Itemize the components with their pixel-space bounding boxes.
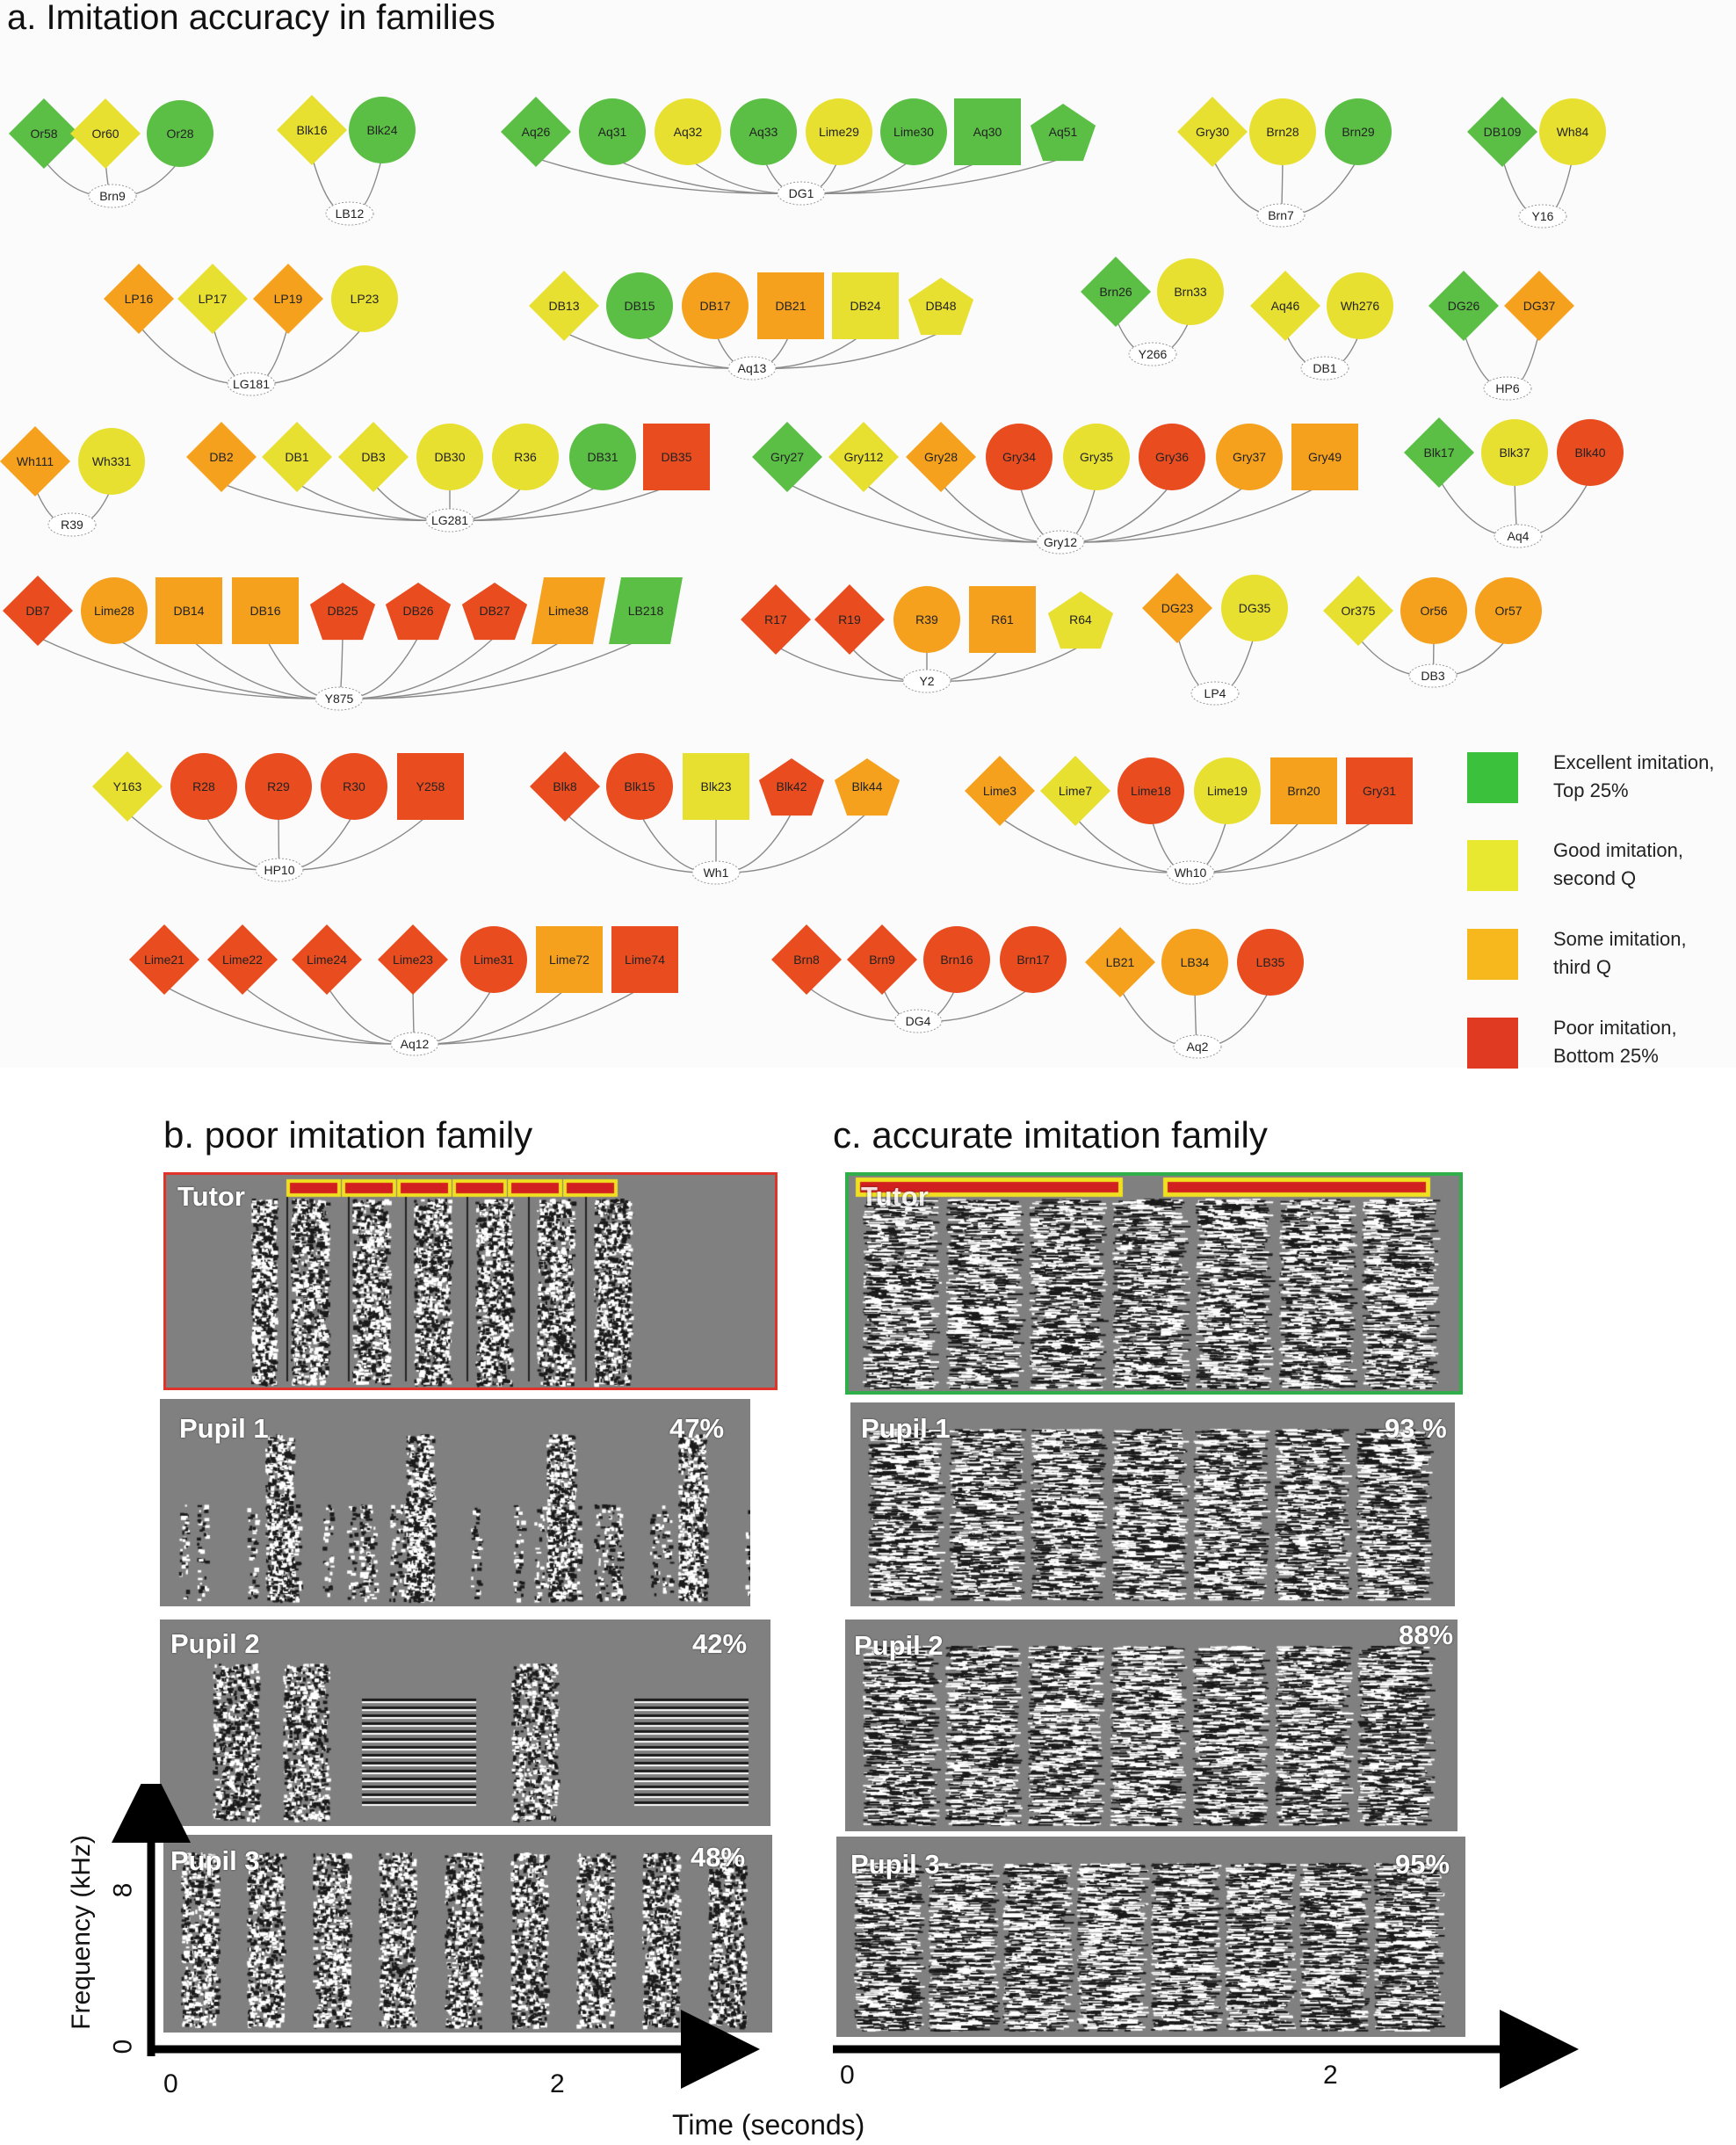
- tutor-label: LB12: [335, 207, 365, 221]
- family-db1: [1250, 271, 1393, 380]
- pupil-label: Aq33: [749, 125, 778, 139]
- pupil-label: Brn33: [1174, 285, 1207, 299]
- pupil-label: Gry30: [1195, 125, 1230, 139]
- pupil-label: Blk17: [1423, 446, 1455, 460]
- spectrogram-label: Pupil 3: [850, 1849, 940, 1880]
- tutor-label: LG181: [232, 377, 271, 391]
- family-lg281: [186, 422, 710, 532]
- pupil-label: Blk42: [776, 779, 807, 794]
- family-aq12: [129, 924, 678, 1055]
- legend-line2: Top 25%: [1553, 779, 1629, 801]
- family-gry12: [752, 422, 1358, 554]
- pupil-label: Blk44: [851, 779, 883, 794]
- legend-line2: Bottom 25%: [1553, 1045, 1659, 1067]
- tutor-label: DB3: [1421, 669, 1445, 683]
- legend-swatch-poor: [1467, 1018, 1518, 1069]
- tutor-label: DB1: [1313, 361, 1337, 375]
- pupil-label: Aq30: [973, 125, 1002, 139]
- tutor-border-b: [163, 1172, 778, 1390]
- edge-blk44: [716, 813, 867, 873]
- family-network: [0, 0, 1736, 1068]
- pupil-label: DB7: [25, 604, 50, 618]
- tutor-label: Aq4: [1507, 529, 1530, 543]
- tutor-label: Y16: [1531, 209, 1554, 223]
- pupil-label: Lime72: [549, 953, 590, 967]
- pupil-label: Or57: [1494, 604, 1523, 618]
- y-axis-label: Frequency (kHz): [67, 1835, 96, 2030]
- pupil-label: Aq26: [521, 125, 551, 139]
- family-y2: [741, 584, 1113, 692]
- pupil-label: Y258: [416, 779, 445, 794]
- family-wh1: [530, 751, 900, 884]
- pupil-label: DB1: [285, 450, 309, 464]
- family-y16: [1467, 97, 1606, 228]
- legend-line1: Poor imitation,: [1553, 1017, 1677, 1039]
- tutor-label: Brn7: [1268, 208, 1294, 222]
- family-dg4: [771, 924, 1067, 1033]
- pupil-label: DB2: [209, 450, 234, 464]
- pupil-label: Gry36: [1154, 450, 1190, 464]
- pupil-label: LP23: [350, 292, 380, 306]
- pupil-label: Lime29: [819, 125, 859, 139]
- pupil-label: Gry112: [843, 450, 884, 464]
- family-brn7: [1177, 97, 1392, 227]
- pupil-label: Wh276: [1340, 299, 1380, 313]
- pupil-label: Blk24: [366, 123, 398, 137]
- pupil-label: DB31: [587, 450, 618, 464]
- pupil-label: Brn28: [1266, 125, 1299, 139]
- legend-line1: Excellent imitation,: [1553, 751, 1715, 773]
- panel-a-title: a. Imitation accuracy in families: [7, 0, 495, 37]
- edge-gry37: [1060, 483, 1249, 542]
- edge-gry112: [864, 483, 1060, 542]
- pupil-label: Gry35: [1079, 450, 1114, 464]
- pupil-label: DG23: [1161, 601, 1194, 615]
- pupil-label: Gry28: [923, 450, 958, 464]
- pupil-label: DB27: [479, 604, 510, 618]
- family-aq2: [1085, 927, 1304, 1058]
- edge-lb218: [339, 637, 646, 699]
- pupil-label: Brn29: [1342, 125, 1375, 139]
- pupil-label: Aq31: [597, 125, 627, 139]
- pupil-label: Lime28: [94, 604, 134, 618]
- pupil-label: LB35: [1255, 955, 1285, 969]
- edge-db14: [189, 637, 339, 699]
- pupil-label: R36: [514, 450, 537, 464]
- pupil-label: DB35: [661, 450, 692, 464]
- family-brn9: [9, 98, 213, 207]
- pupil-label: DB25: [327, 604, 358, 618]
- family-dg1: [501, 97, 1096, 205]
- pupil-label: DB15: [624, 299, 655, 313]
- spectrogram-label: Pupil 1: [861, 1413, 951, 1444]
- pupil-label: DG26: [1447, 299, 1480, 313]
- pupil-label: Brn17: [1016, 953, 1050, 967]
- pupil-label: R30: [343, 779, 365, 794]
- edge-gry36: [1060, 483, 1172, 542]
- pupil-label: R28: [192, 779, 215, 794]
- pupil-label: Blk23: [700, 779, 732, 794]
- tutor-label: Aq12: [400, 1037, 430, 1051]
- tutor-label: Y875: [324, 692, 354, 706]
- legend-swatch-excellent: [1467, 752, 1518, 803]
- y-tick-0: 0: [108, 2039, 138, 2054]
- pupil-label: Y163: [112, 779, 142, 794]
- pupil-label: Or60: [91, 127, 119, 141]
- edge-lime22: [242, 986, 415, 1044]
- panel-b-title: b. poor imitation family: [163, 1114, 533, 1156]
- spectrogram-label: Pupil 2: [170, 1628, 260, 1659]
- pupil-label: Gry49: [1307, 450, 1342, 464]
- pupil-label: Blk37: [1499, 446, 1530, 460]
- spectrogram-b-tutor: [163, 1172, 778, 1390]
- legend-line1: Some imitation,: [1553, 928, 1687, 950]
- legend-line1: Good imitation,: [1553, 839, 1683, 861]
- pupil-label: DB30: [434, 450, 466, 464]
- pupil-label: Aq32: [673, 125, 703, 139]
- family-r39: [0, 426, 145, 536]
- family-wh10: [965, 756, 1413, 884]
- pupil-label: Gry27: [770, 450, 805, 464]
- pupil-label: Gry37: [1232, 450, 1267, 464]
- similarity-percent: 93 %: [1385, 1413, 1447, 1444]
- family-y266: [1081, 257, 1224, 366]
- pupil-label: Blk16: [296, 123, 328, 137]
- pupil-label: Lime18: [1131, 784, 1171, 798]
- pupil-label: DB26: [402, 604, 434, 618]
- pupil-label: Or56: [1420, 604, 1448, 618]
- pupil-label: Wh84: [1556, 125, 1589, 139]
- spectrogram-label: Pupil 3: [170, 1845, 260, 1876]
- spectrogram-label: Tutor: [861, 1181, 929, 1212]
- similarity-percent: 88%: [1399, 1620, 1454, 1650]
- x-tick-b-2: 2: [550, 2069, 565, 2098]
- pupil-label: Gry31: [1362, 784, 1397, 798]
- tutor-label: Aq2: [1186, 1040, 1209, 1054]
- family-lg181: [104, 264, 398, 395]
- pupil-label: DB3: [361, 450, 386, 464]
- similarity-percent: 95%: [1395, 1849, 1450, 1880]
- pupil-label: Aq46: [1270, 299, 1300, 313]
- pupil-label: LP17: [198, 292, 228, 306]
- x-tick-c-2: 2: [1323, 2061, 1338, 2090]
- pupil-label: Lime24: [307, 953, 347, 967]
- legend-swatch-good: [1467, 840, 1518, 891]
- y-tick-8: 8: [108, 1882, 138, 1898]
- pupil-label: Lime7: [1058, 784, 1093, 798]
- tutor-label: Brn9: [99, 189, 126, 203]
- pupil-label: DB109: [1483, 125, 1522, 139]
- tutor-label: R39: [61, 518, 83, 532]
- pupil-label: DB21: [775, 299, 807, 313]
- edge-db7: [38, 637, 339, 699]
- tutor-label: Wh1: [703, 866, 729, 880]
- pupil-label: Brn20: [1287, 784, 1320, 798]
- pupil-label: Brn9: [869, 953, 895, 967]
- pupil-label: Brn26: [1099, 285, 1132, 299]
- legend-line2: third Q: [1553, 956, 1612, 978]
- tutor-border-c: [845, 1172, 1463, 1395]
- family-lp4: [1142, 573, 1288, 705]
- pupil-label: Or28: [166, 127, 194, 141]
- pupil-label: Wh331: [91, 454, 132, 468]
- pupil-label: Lime3: [982, 784, 1017, 798]
- pupil-label: R61: [991, 612, 1014, 627]
- tutor-label: Wh10: [1174, 866, 1207, 880]
- x-tick-c-0: 0: [840, 2061, 855, 2090]
- pupil-label: Aq51: [1048, 125, 1078, 139]
- edge-gry31: [1190, 817, 1379, 873]
- x-axis-label: Time (seconds): [672, 2109, 865, 2141]
- pupil-label: DG37: [1523, 299, 1556, 313]
- edge-blk8: [565, 813, 716, 873]
- pupil-label: Or58: [30, 127, 58, 141]
- tutor-label: DG4: [905, 1014, 931, 1028]
- pupil-label: DB24: [850, 299, 881, 313]
- family-hp6: [1429, 271, 1574, 400]
- pupil-label: Or375: [1341, 604, 1376, 618]
- axes-svg: [0, 1784, 1736, 2145]
- pupil-label: DB17: [699, 299, 731, 313]
- pupil-label: Lime74: [625, 953, 665, 967]
- legend-swatch-some: [1467, 929, 1518, 980]
- tutor-label: LP4: [1204, 686, 1226, 700]
- pupil-label: Lime23: [393, 953, 433, 967]
- spectrogram-label: Tutor: [177, 1181, 245, 1212]
- family-hp10: [92, 751, 464, 881]
- pupil-label: Gry34: [1002, 450, 1037, 464]
- pupil-label: DB13: [548, 299, 580, 313]
- spectrogram-label: Pupil 2: [854, 1630, 944, 1661]
- spectrogram-c-tutor: [845, 1172, 1463, 1395]
- spectrogram-label: Pupil 1: [179, 1413, 269, 1444]
- pupil-label: Blk8: [553, 779, 577, 794]
- pupil-label: Lime38: [548, 604, 589, 618]
- tutor-label: Aq13: [737, 361, 767, 375]
- edge-lime3: [1000, 817, 1190, 873]
- edge-gry49: [1060, 483, 1325, 542]
- similarity-percent: 48%: [691, 1842, 746, 1873]
- pupil-label: LP19: [273, 292, 303, 306]
- pupil-label: Blk15: [624, 779, 655, 794]
- pupil-label: R64: [1069, 612, 1092, 627]
- tutor-label: HP10: [264, 863, 295, 877]
- pupil-label: R19: [838, 612, 861, 627]
- pupil-label: LB218: [627, 604, 664, 618]
- family-aq13: [529, 271, 973, 380]
- family-aq4: [1404, 417, 1624, 547]
- pupil-label: DG35: [1238, 601, 1271, 615]
- spectrogram-b-pupil-1: [160, 1399, 750, 1606]
- pupil-label: Lime21: [144, 953, 184, 967]
- edge-lime72: [415, 986, 569, 1044]
- pupil-label: R39: [915, 612, 938, 627]
- pupil-label: Lime22: [222, 953, 263, 967]
- pupil-label: R29: [267, 779, 290, 794]
- panel-c-title: c. accurate imitation family: [833, 1114, 1268, 1156]
- tutor-label: Gry12: [1043, 535, 1078, 549]
- family-db3: [1323, 576, 1542, 687]
- pupil-label: LB21: [1105, 955, 1135, 969]
- pupil-label: DB14: [173, 604, 205, 618]
- pupil-label: Lime30: [893, 125, 934, 139]
- tutor-label: DG1: [788, 186, 814, 200]
- pupil-label: Blk40: [1574, 446, 1606, 460]
- family-y875: [3, 576, 683, 710]
- spectrogram-c-pupil-1: [850, 1402, 1455, 1606]
- family-lb12: [277, 95, 416, 225]
- similarity-percent: 42%: [692, 1628, 748, 1659]
- tutor-label: LG281: [430, 513, 469, 527]
- tutor-label: Y2: [919, 674, 935, 688]
- similarity-percent: 47%: [669, 1413, 725, 1444]
- edge-y258: [279, 813, 430, 870]
- pupil-label: Lime31: [474, 953, 514, 967]
- edge-y163: [127, 813, 279, 870]
- pupil-label: Brn8: [793, 953, 820, 967]
- edge-gry27: [787, 483, 1060, 542]
- x-tick-b-0: 0: [163, 2069, 178, 2098]
- pupil-label: Wh111: [16, 454, 54, 468]
- pupil-label: Brn16: [940, 953, 973, 967]
- pupil-label: DB48: [925, 299, 957, 313]
- edge-lime21: [164, 986, 415, 1044]
- pupil-label: R17: [764, 612, 787, 627]
- tutor-label: HP6: [1495, 381, 1520, 395]
- pupil-label: DB16: [250, 604, 281, 618]
- pupil-label: LB34: [1180, 955, 1210, 969]
- tutor-label: Y266: [1138, 347, 1168, 361]
- pupil-label: LP16: [124, 292, 154, 306]
- pupil-label: Lime19: [1207, 784, 1248, 798]
- legend-line2: second Q: [1553, 867, 1637, 889]
